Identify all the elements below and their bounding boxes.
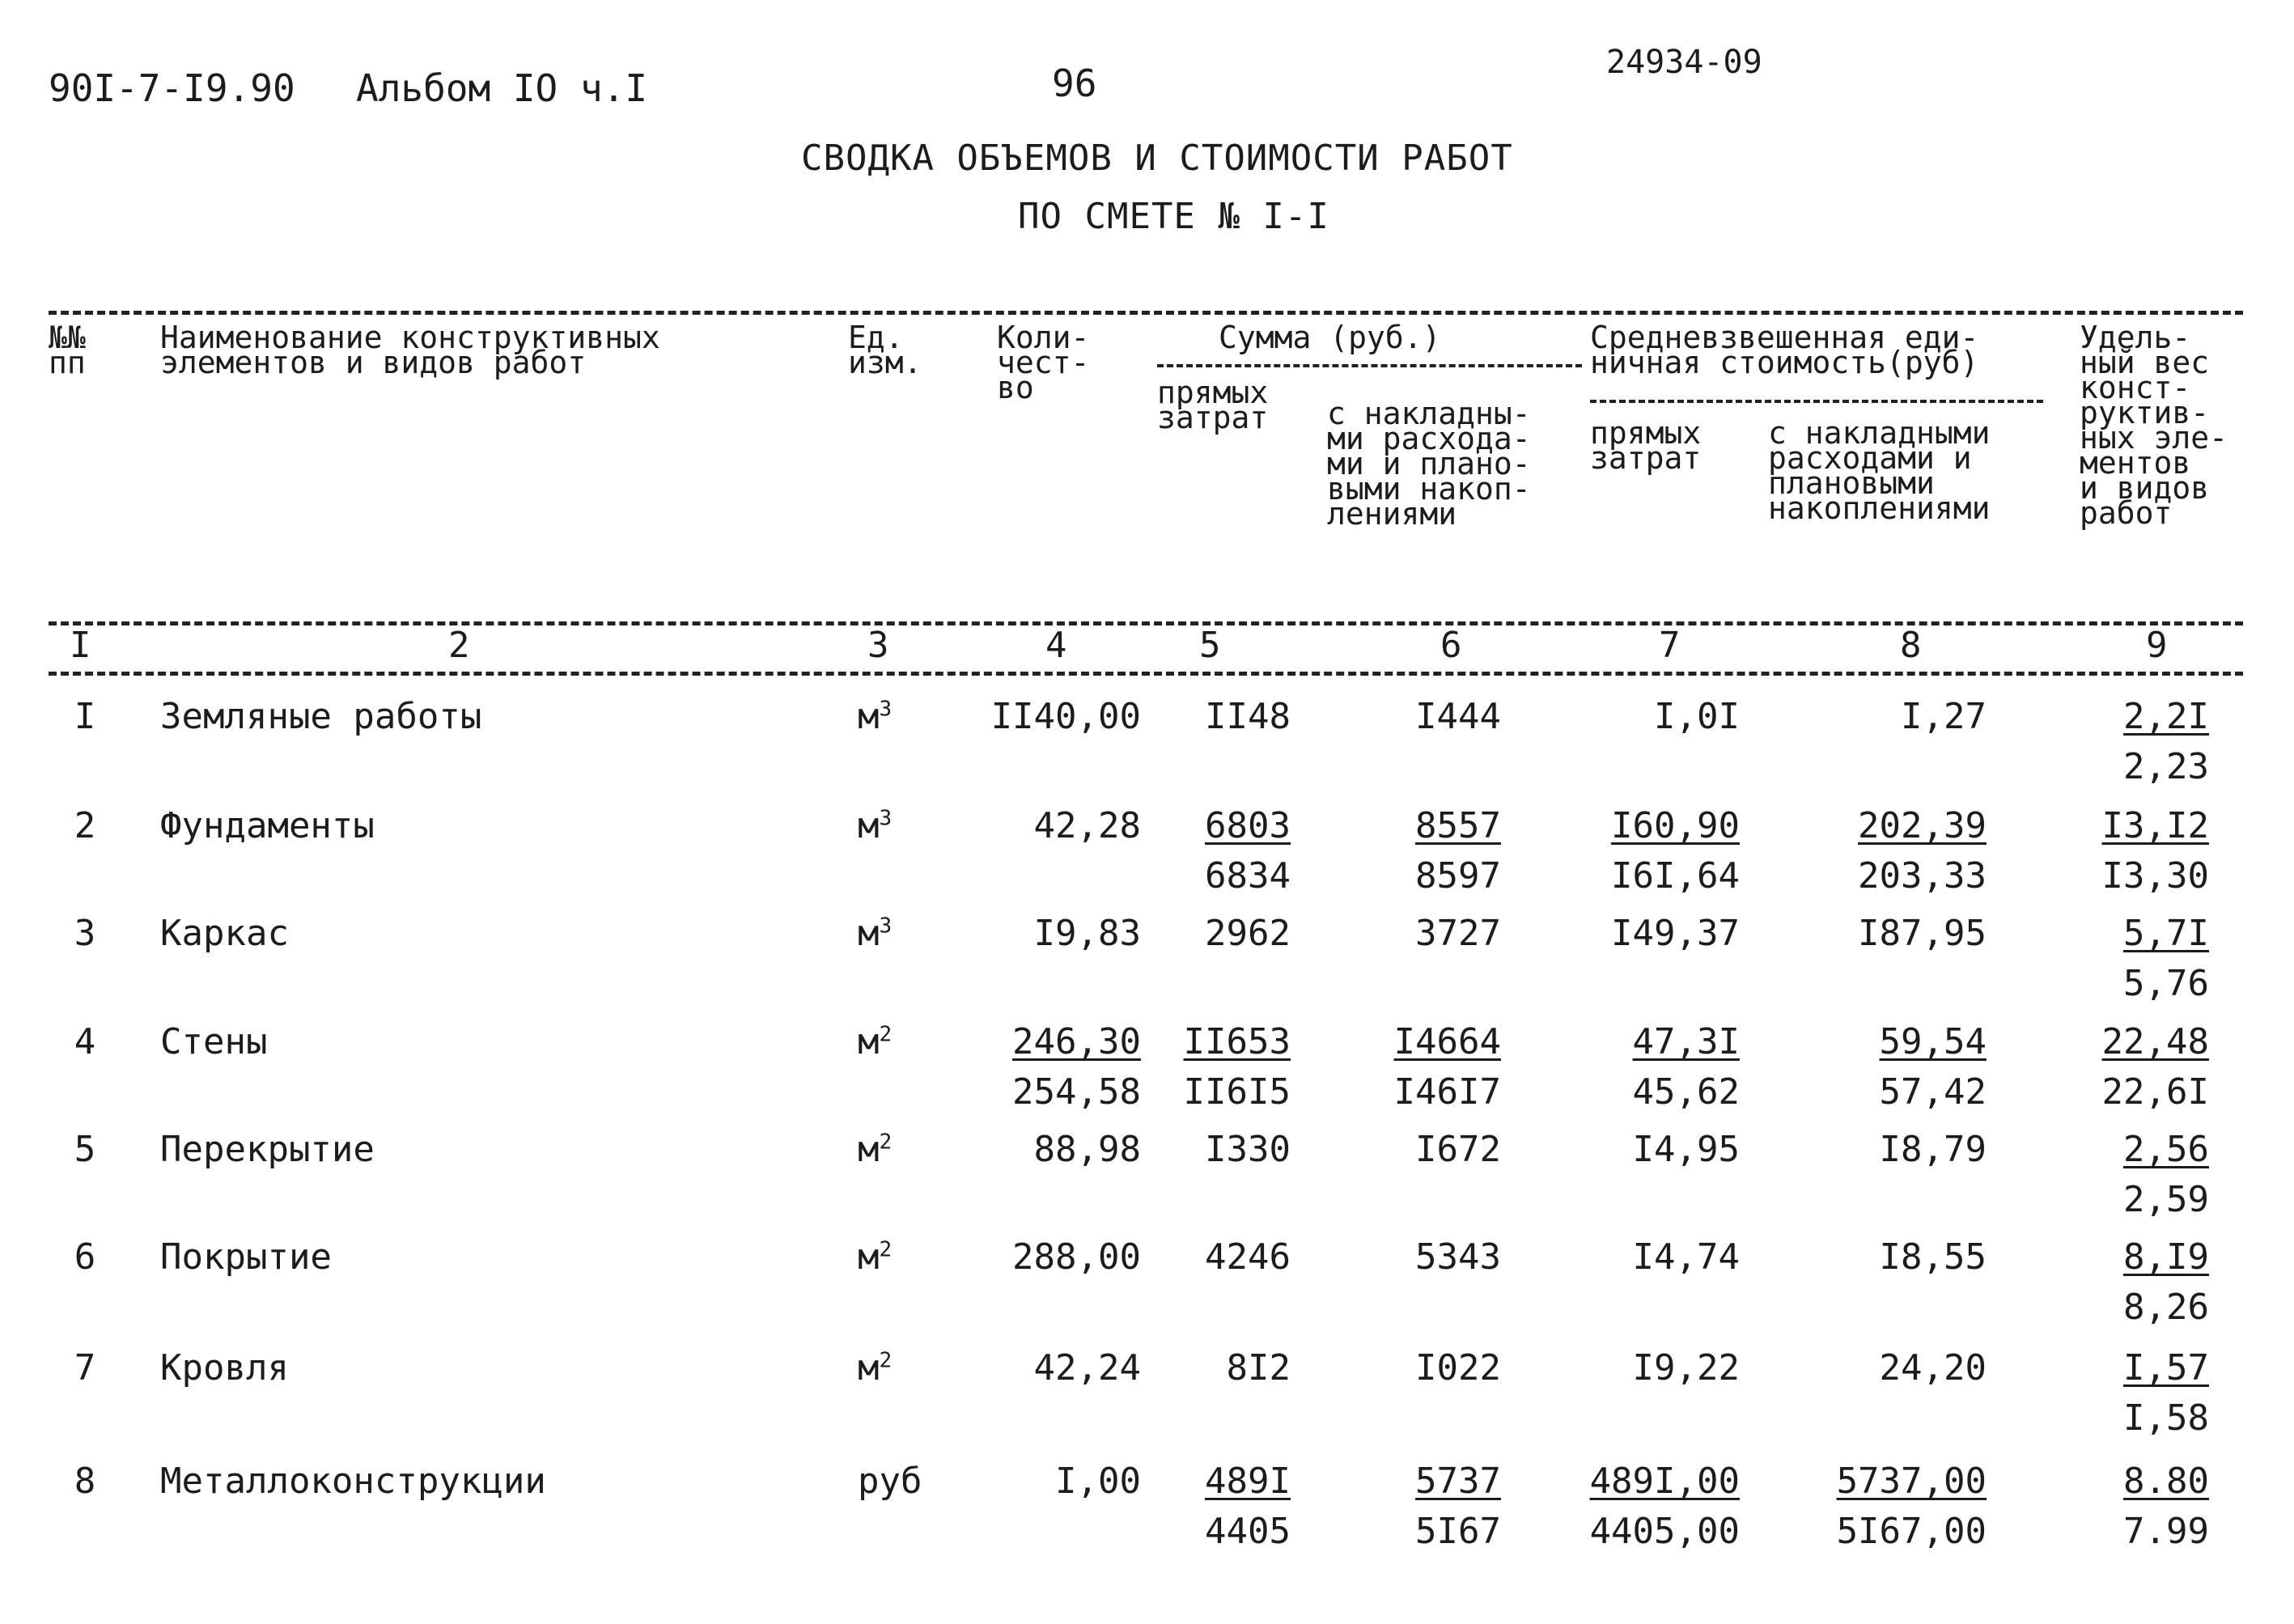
row-avg-direct-revised: 45,62: [1632, 1071, 1740, 1113]
row-qty: 42,24: [1033, 1347, 1141, 1389]
row-avg-overhead: 24,20: [1879, 1347, 1987, 1389]
row-sum-overhead: I4664: [1393, 1021, 1501, 1062]
row-weight: 2,2I: [2123, 696, 2209, 737]
row-unit-exponent: 2: [879, 1022, 893, 1047]
row-avg-direct: I4,95: [1632, 1129, 1740, 1170]
row-sum-overhead: I672: [1415, 1129, 1501, 1170]
row-avg-direct-revised: I6I,64: [1611, 855, 1740, 897]
row-name: Фундаменты: [160, 805, 375, 846]
col-header-avg-overhead: с накладными расходами и плановыми накоплениями: [1768, 415, 1991, 526]
row-number: 5: [74, 1129, 96, 1170]
row-avg-overhead: 5737,00: [1836, 1461, 1987, 1502]
row-number: 8: [74, 1461, 96, 1502]
row-number: 6: [74, 1236, 96, 1278]
album-label: Альбом IO ч.I: [356, 66, 648, 110]
row-avg-direct: 47,3I: [1632, 1021, 1740, 1062]
row-unit: руб: [858, 1461, 922, 1502]
row-avg-overhead: I8,55: [1879, 1236, 1987, 1278]
row-weight-revised: 7.99: [2123, 1511, 2209, 1552]
row-weight: 8,I9: [2123, 1236, 2209, 1278]
row-avg-direct: I49,37: [1611, 913, 1740, 954]
col-header-weight: Удель- ный вес конст- руктив- ных эле- ментов и видов работ: [2080, 320, 2228, 531]
col-number-4: 4: [1045, 625, 1067, 666]
row-avg-direct: I,0I: [1654, 696, 1740, 737]
row-weight-revised: 8,26: [2123, 1287, 2209, 1328]
row-unit: $м^3$: [858, 805, 893, 846]
col-header-avg-group: Средневзвешенная еди- ничная стоимость(руб): [1590, 320, 1979, 380]
row-sum-overhead: 5737: [1415, 1461, 1501, 1502]
row-unit: $м^2$: [858, 1236, 893, 1278]
row-avg-overhead-revised: 5I67,00: [1836, 1511, 1987, 1552]
row-unit: $м^3$: [858, 913, 893, 954]
col-header-sum-overhead: с накладны- ми расхода- ми и плано- выми накоп- лениями: [1327, 396, 1531, 532]
col-header-avg-direct: прямых затрат: [1590, 415, 1702, 476]
row-sum-direct-revised: II6I5: [1183, 1071, 1291, 1113]
row-weight: 2,56: [2123, 1129, 2209, 1170]
row-name: Каркас: [160, 913, 289, 954]
row-name: Земляные работы: [160, 696, 482, 737]
col-number-7: 7: [1659, 625, 1681, 666]
row-avg-direct: I4,74: [1632, 1236, 1740, 1278]
page-number: 96: [1052, 61, 1097, 105]
row-sum-direct: 2962: [1205, 913, 1291, 954]
row-sum-overhead-revised: 5I67: [1415, 1511, 1501, 1552]
col-number-6: 6: [1440, 625, 1462, 666]
row-unit-exponent: 3: [879, 806, 893, 831]
row-weight-revised: 2,59: [2123, 1179, 2209, 1220]
inventory-number: 24934-09: [1606, 44, 1762, 81]
row-avg-overhead: I8,79: [1879, 1129, 1987, 1170]
row-name: Кровля: [160, 1347, 289, 1389]
row-sum-direct-revised: 4405: [1205, 1511, 1291, 1552]
row-weight-revised: 5,76: [2123, 963, 2209, 1004]
row-avg-overhead: 59,54: [1879, 1021, 1987, 1062]
row-unit-exponent: 2: [879, 1237, 893, 1262]
row-qty: 246,30: [1012, 1021, 1141, 1062]
row-weight: 5,7I: [2123, 913, 2209, 954]
row-sum-direct: I330: [1205, 1129, 1291, 1170]
row-avg-overhead: 202,39: [1858, 805, 1987, 846]
row-sum-overhead: I444: [1415, 696, 1501, 737]
col-number-3: 3: [867, 625, 889, 666]
row-weight: 22,48: [2101, 1021, 2209, 1062]
row-sum-overhead: 8557: [1415, 805, 1501, 846]
column-numbers-rule: [49, 672, 2243, 676]
col-number-5: 5: [1199, 625, 1221, 666]
row-qty: II40,00: [990, 696, 1141, 737]
row-unit-exponent: 3: [879, 914, 893, 939]
row-qty: I,00: [1055, 1461, 1141, 1502]
col-number-9: 9: [2146, 625, 2168, 666]
row-weight: I3,I2: [2101, 805, 2209, 846]
row-qty: 88,98: [1033, 1129, 1141, 1170]
row-sum-direct: II48: [1205, 696, 1291, 737]
col-header-num: №№ пп: [49, 320, 86, 380]
row-number: 4: [74, 1021, 96, 1062]
row-number: 3: [74, 913, 96, 954]
row-name: Стены: [160, 1021, 268, 1062]
avg-group-rule: [1590, 400, 2043, 403]
row-sum-overhead: I022: [1415, 1347, 1501, 1389]
row-number: I: [74, 696, 96, 737]
row-avg-overhead: I87,95: [1858, 913, 1987, 954]
row-sum-direct: 8I2: [1226, 1347, 1291, 1389]
row-unit-exponent: 3: [879, 697, 893, 722]
row-sum-direct-revised: 6834: [1205, 855, 1291, 897]
page-subtitle: ПО СМЕТЕ № I-I: [1018, 196, 1329, 237]
row-qty: 42,28: [1033, 805, 1141, 846]
row-weight-revised: I,58: [2123, 1397, 2209, 1439]
col-header-sum-direct: прямых затрат: [1157, 375, 1269, 435]
row-avg-direct: I60,90: [1611, 805, 1740, 846]
row-avg-direct: I9,22: [1632, 1347, 1740, 1389]
row-number: 7: [74, 1347, 96, 1389]
col-number-2: 2: [448, 625, 470, 666]
row-name: Перекрытие: [160, 1129, 375, 1170]
row-avg-direct-revised: 4405,00: [1589, 1511, 1740, 1552]
col-number-8: 8: [1900, 625, 1922, 666]
row-qty-revised: 254,58: [1012, 1071, 1141, 1113]
table-top-rule: [49, 311, 2243, 315]
row-sum-direct: II653: [1183, 1021, 1291, 1062]
row-qty: 288,00: [1012, 1236, 1141, 1278]
row-weight-revised: 22,6I: [2101, 1071, 2209, 1113]
col-header-name: Наименование конструктивных элементов и видов работ: [160, 320, 660, 380]
row-avg-direct: 489I,00: [1589, 1461, 1740, 1502]
row-unit: $м^2$: [858, 1021, 893, 1062]
row-unit-exponent: 2: [879, 1348, 893, 1373]
row-sum-overhead-revised: 8597: [1415, 855, 1501, 897]
row-sum-direct: 489I: [1205, 1461, 1291, 1502]
row-sum-direct: 4246: [1205, 1236, 1291, 1278]
sum-group-rule: [1157, 364, 1582, 367]
row-avg-overhead-revised: 203,33: [1858, 855, 1987, 897]
row-name: Металлоконструкции: [160, 1461, 546, 1502]
row-avg-overhead-revised: 57,42: [1879, 1071, 1987, 1113]
row-unit: $м^2$: [858, 1347, 893, 1389]
row-weight-revised: I3,30: [2101, 855, 2209, 897]
col-header-qty: Коли- чест- во: [997, 320, 1090, 405]
row-sum-overhead-revised: I46I7: [1393, 1071, 1501, 1113]
page-title: СВОДКА ОБЪЕМОВ И СТОИМОСТИ РАБОТ: [801, 138, 1513, 179]
row-weight-revised: 2,23: [2123, 746, 2209, 787]
row-avg-overhead: I,27: [1901, 696, 1987, 737]
row-unit: $м^2$: [858, 1129, 893, 1170]
row-name: Покрытие: [160, 1236, 332, 1278]
col-header-sum-group: Сумма (руб.): [1219, 320, 1441, 355]
row-number: 2: [74, 805, 96, 846]
row-unit: $м^3$: [858, 696, 893, 737]
document-code: 90I-7-I9.90: [49, 66, 295, 110]
col-header-unit: Ед. изм.: [848, 320, 922, 380]
row-unit-exponent: 2: [879, 1130, 893, 1155]
row-sum-overhead: 5343: [1415, 1236, 1501, 1278]
row-sum-overhead: 3727: [1415, 913, 1501, 954]
row-weight: I,57: [2123, 1347, 2209, 1389]
row-qty: I9,83: [1033, 913, 1141, 954]
row-weight: 8.80: [2123, 1461, 2209, 1502]
row-sum-direct: 6803: [1205, 805, 1291, 846]
col-number-1: I: [70, 625, 91, 666]
